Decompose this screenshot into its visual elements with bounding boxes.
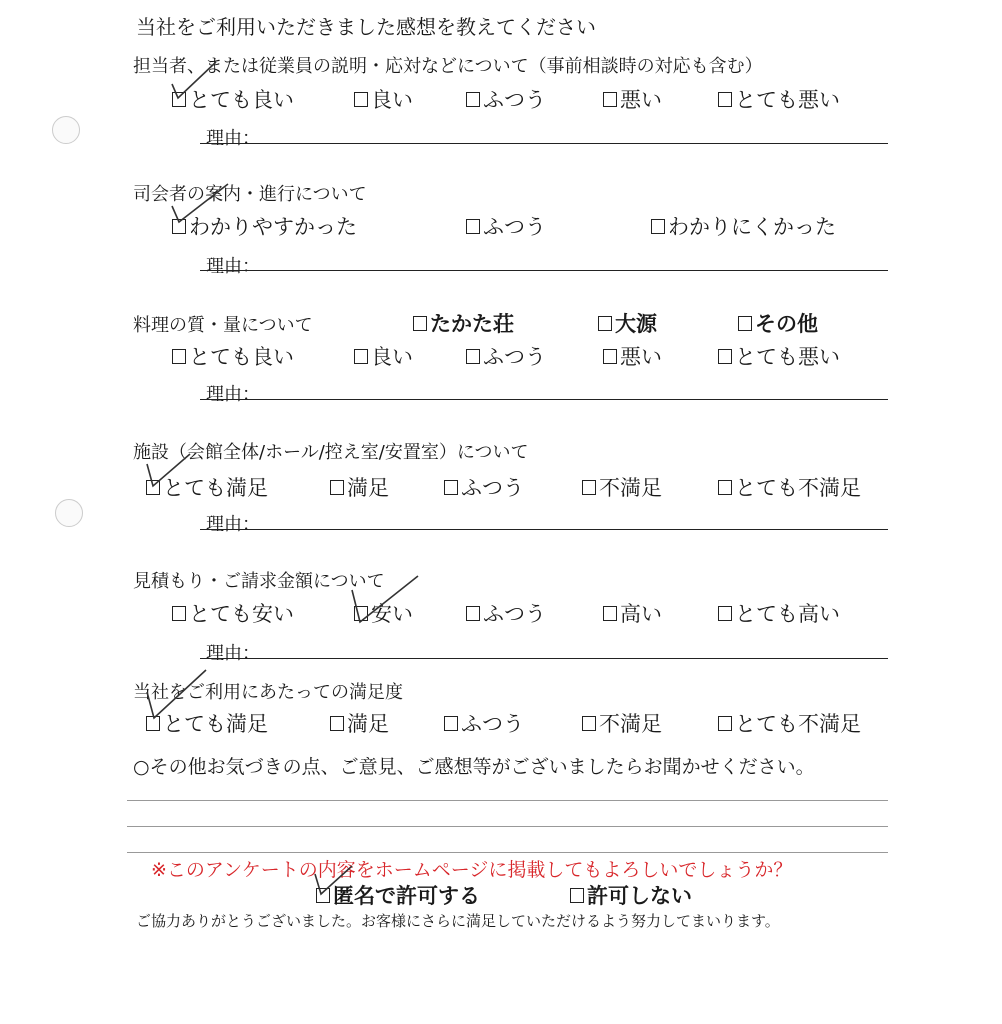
checkmark-facility-very-satisfied <box>144 450 204 500</box>
question-facility: 施設（会館全体/ホール/控え室/安置室）について <box>133 442 529 463</box>
checkbox[interactable] <box>330 716 344 731</box>
checkbox[interactable] <box>330 480 344 495</box>
page-title: 当社をご利用いただきました感想を教えてください <box>136 15 596 39</box>
checkbox[interactable] <box>466 219 480 234</box>
comment-line-1[interactable] <box>127 800 888 801</box>
option-estimate-expensive[interactable]: 高い <box>603 598 662 628</box>
checkbox[interactable] <box>718 349 732 364</box>
reason-line-facility[interactable] <box>200 529 888 530</box>
consent-question: ※このアンケートの内容をホームページに掲載してもよろしいでしょうか？ <box>151 859 793 881</box>
option-facility-satisfied[interactable]: 満足 <box>330 472 389 502</box>
option-facility-dissatisfied[interactable]: 不満足 <box>582 472 662 502</box>
option-estimate-very-cheap[interactable]: とても安い <box>172 598 294 628</box>
checkmark-staff-very-good <box>168 58 228 108</box>
comment-line-2[interactable] <box>127 826 888 827</box>
option-mc-unclear[interactable]: わかりにくかった <box>651 211 836 241</box>
checkbox[interactable] <box>466 349 480 364</box>
venue-daigen[interactable]: 大源 <box>598 308 657 338</box>
checkmark-consent-anonymous <box>312 862 362 902</box>
option-facility-normal[interactable]: ふつう <box>444 472 524 502</box>
option-facility-very-satisfied[interactable]: とても満足 <box>146 472 268 502</box>
reason-label-food: 理由： <box>206 384 260 405</box>
punch-hole-middle <box>55 499 83 527</box>
checkbox[interactable] <box>413 316 427 331</box>
option-estimate-very-expensive[interactable]: とても高い <box>718 598 840 628</box>
question-estimate: 見積もり・ご請求金額について <box>133 571 385 592</box>
checkbox[interactable] <box>582 716 596 731</box>
checkbox[interactable] <box>466 606 480 621</box>
checkbox[interactable] <box>172 349 186 364</box>
option-overall-dissatisfied[interactable]: 不満足 <box>582 708 662 738</box>
option-consent-deny[interactable]: 許可しない <box>570 880 692 910</box>
comments-prompt: ○その他お気づきの点、ご意見、ご感想等がございましたらお聞かせください。 <box>133 756 815 778</box>
reason-line-food[interactable] <box>200 399 888 400</box>
option-consent-anonymous[interactable]: 匿名で許可する <box>316 880 480 910</box>
checkbox[interactable] <box>603 606 617 621</box>
option-staff-very-good[interactable]: とても良い <box>172 84 294 114</box>
option-food-normal[interactable]: ふつう <box>466 341 546 371</box>
option-staff-normal[interactable]: ふつう <box>466 84 546 114</box>
checkbox[interactable] <box>354 349 368 364</box>
option-food-very-bad[interactable]: とても悪い <box>718 341 840 371</box>
checkbox[interactable] <box>466 92 480 107</box>
option-food-very-good[interactable]: とても良い <box>172 341 294 371</box>
punch-hole-top <box>52 116 80 144</box>
option-staff-very-bad[interactable]: とても悪い <box>718 84 840 114</box>
question-mc: 司会者の案内・進行について <box>133 184 367 205</box>
option-food-good[interactable]: 良い <box>354 341 413 371</box>
checkbox[interactable] <box>718 716 732 731</box>
closing-message: ご協力ありがとうございました。お客様にさらに満足していただけるよう努力してまいります。 <box>136 912 780 930</box>
reason-label-staff: 理由： <box>206 128 260 149</box>
reason-line-staff[interactable] <box>200 143 888 144</box>
option-mc-clear[interactable]: わかりやすかった <box>172 211 357 241</box>
option-overall-satisfied[interactable]: 満足 <box>330 708 389 738</box>
question-overall: 当社をご利用にあたっての満足度 <box>133 682 403 703</box>
checkbox[interactable] <box>354 92 368 107</box>
option-facility-very-dissatisfied[interactable]: とても不満足 <box>718 472 861 502</box>
option-estimate-cheap[interactable]: 安い <box>354 598 413 628</box>
question-staff: 担当者、または従業員の説明・応対などについて（事前相談時の対応も含む） <box>133 56 763 77</box>
checkbox[interactable] <box>598 316 612 331</box>
checkmark-mc-clear <box>168 180 238 230</box>
option-overall-very-dissatisfied[interactable]: とても不満足 <box>718 708 861 738</box>
reason-label-facility: 理由： <box>206 514 260 535</box>
reason-line-estimate[interactable] <box>200 658 888 659</box>
checkbox[interactable] <box>570 888 584 903</box>
checkmark-estimate-cheap <box>348 572 428 632</box>
checkbox[interactable] <box>718 92 732 107</box>
checkbox[interactable] <box>172 606 186 621</box>
option-staff-bad[interactable]: 悪い <box>603 84 662 114</box>
checkmark-overall-very-satisfied <box>144 666 214 726</box>
reason-label-estimate: 理由： <box>206 643 260 664</box>
question-food: 料理の質・量について <box>133 315 313 336</box>
venue-takatasou[interactable]: たかた荘 <box>413 308 514 338</box>
option-estimate-normal[interactable]: ふつう <box>466 598 546 628</box>
checkbox[interactable] <box>651 219 665 234</box>
checkbox[interactable] <box>718 606 732 621</box>
option-overall-normal[interactable]: ふつう <box>444 708 524 738</box>
checkbox[interactable] <box>444 480 458 495</box>
checkbox[interactable] <box>738 316 752 331</box>
option-food-bad[interactable]: 悪い <box>603 341 662 371</box>
checkbox[interactable] <box>603 349 617 364</box>
comment-line-3[interactable] <box>127 852 888 853</box>
option-staff-good[interactable]: 良い <box>354 84 413 114</box>
checkbox[interactable] <box>603 92 617 107</box>
option-overall-very-satisfied[interactable]: とても満足 <box>146 708 268 738</box>
reason-line-mc[interactable] <box>200 270 888 271</box>
venue-other[interactable]: その他 <box>738 308 818 338</box>
checkbox[interactable] <box>718 480 732 495</box>
checkbox[interactable] <box>582 480 596 495</box>
option-mc-normal[interactable]: ふつう <box>466 211 546 241</box>
reason-label-mc: 理由： <box>206 256 260 277</box>
checkbox[interactable] <box>444 716 458 731</box>
